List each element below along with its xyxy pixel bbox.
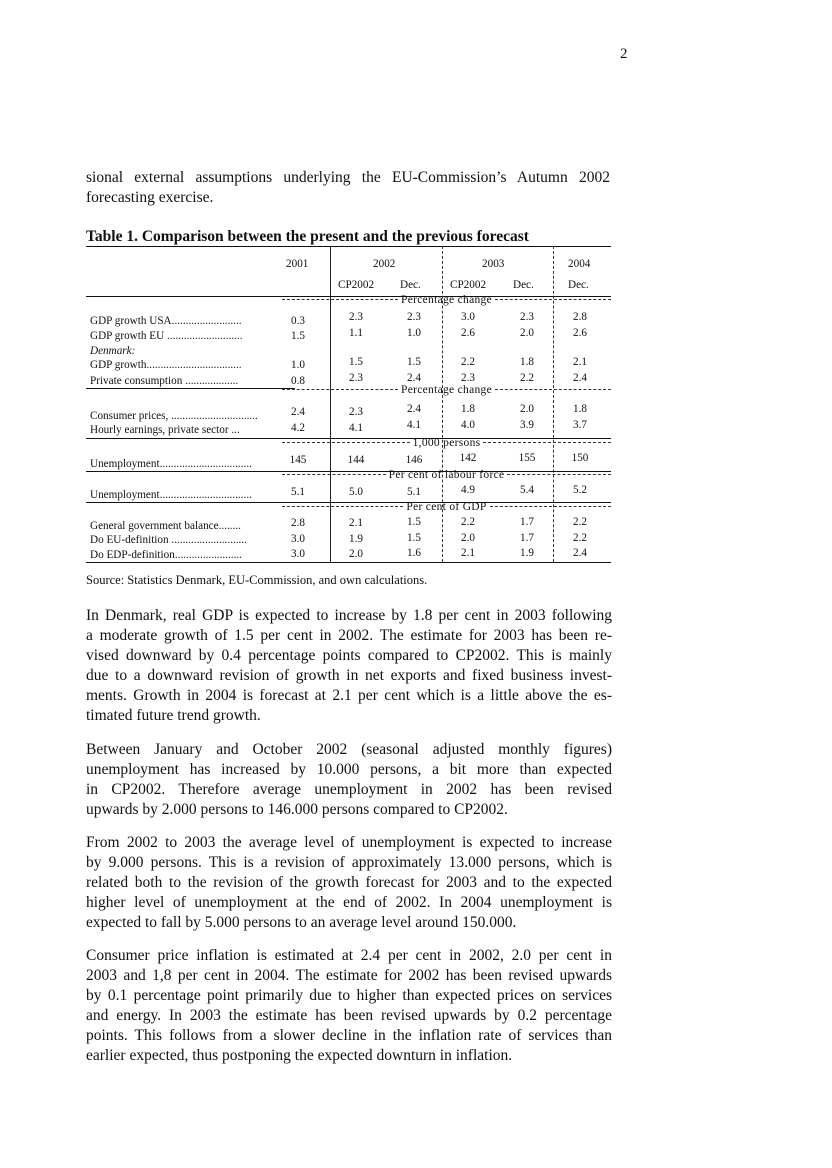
section-label: Per cent of GDP [406,500,487,513]
body-paragraph [86,833,612,933]
row-label: Consumer prices, ............................... [90,410,258,422]
header-year-2002: 2002 [373,258,396,270]
table-cell: 1.5 [291,330,305,342]
denmark-label: Denmark: [90,345,136,357]
table-cell: 3.7 [573,419,587,431]
table-cell: 0.8 [291,375,305,387]
section-label: Percentage change [401,293,492,306]
paragraph-line: ments. Growth in 2004 is forecast at 2.1 per cent which is a little above the es- [86,687,612,704]
table-cell: 2.3 [461,372,475,384]
table-cell: 3.0 [291,533,305,545]
intro-line: forecasting exercise. [86,189,214,206]
paragraph-line: In Denmark, real GDP is expected to increase by 1.8 per cent in 2003 following [86,607,612,624]
table-cell: 145 [289,454,307,466]
table-cell: 2.2 [573,532,587,544]
paragraph-line: vised downward by 0.4 percentage points compared to CP2002. This is mainly [86,647,612,664]
table-cell: 2.1 [461,547,475,559]
paragraph-line: expected to fall by 5.000 persons to an average level around 150.000. [86,914,517,931]
section-separator [282,436,611,449]
row-label: Hourly earnings, private sector ... [90,424,240,436]
paragraph-line: earlier expected, thus postponing the expected downturn in inflation. [86,1047,513,1064]
section-separator [282,500,611,513]
body-paragraph [86,946,612,1066]
row-label: Do EU-definition ........................... [90,534,247,546]
table-cell: 2.8 [291,517,305,529]
header-sub: CP2002 [450,279,487,291]
table-cell: 2.3 [349,372,363,384]
table-cell: 2.0 [520,327,534,339]
table-cell: 2.0 [349,548,363,560]
table-cell: 150 [571,452,589,464]
table-cell: 3.0 [461,311,475,323]
page-number: 2 [620,46,628,62]
header-sub: Dec. [568,279,589,291]
table-cell: 2.3 [407,311,421,323]
table-cell: 1.6 [407,547,421,559]
table-cell: 4.2 [291,422,305,434]
paragraph-line: Consumer price inflation is estimated at 2.4 per cent in 2002, 2.0 per cent in [86,947,612,964]
table-cell: 2.4 [407,403,421,415]
table-cell: 5.1 [291,486,305,498]
table-cell: 0.3 [291,315,305,327]
table-source: Source: Statistics Denmark, EU-Commission, and own calculations. [86,573,428,587]
table-cell: 2.0 [461,532,475,544]
table-cell: 2.2 [573,516,587,528]
table-cell: 5.0 [349,486,363,498]
table-cell: 1.8 [461,403,475,415]
table-cell: 2.3 [349,311,363,323]
table-cell: 4.0 [461,419,475,431]
section-separator [282,468,611,481]
paragraph-line: related both to the revision of the growth forecast for 2003 and to the expected [86,874,612,891]
table-cell: 2.2 [461,356,475,368]
paragraph-line: timated future trend growth. [86,707,261,724]
paragraph-line: due to a downward revision of growth in net exports and fixed business invest- [86,667,612,684]
table-cell: 3.0 [291,548,305,560]
body-paragraph [86,606,612,726]
header-sub: Dec. [513,279,534,291]
section-label: Per cent of labour force [388,468,505,481]
table-cell: 2.0 [520,403,534,415]
row-label: GDP growth USA......................... [90,315,242,327]
row-rule [86,388,295,389]
paragraph-line: higher level of unemployment at the end of 2002. In 2004 unemployment is [86,894,612,911]
table-cell: 2.4 [291,406,305,418]
table-cell: 1.7 [520,532,534,544]
table-cell: 155 [518,452,536,464]
paragraph-line: From 2002 to 2003 the average level of unemployment is expected to increase [86,834,612,851]
table-cell: 1.8 [573,403,587,415]
header-sub: Dec. [400,279,421,291]
row-label: General government balance........ [90,520,241,532]
table-cell: 2.3 [520,311,534,323]
table-cell: 1.9 [520,547,534,559]
table-cell: 4.1 [407,419,421,431]
table-cell: 1.9 [349,533,363,545]
paragraph-line: in CP2002. Therefore average unemployment in 2002 has been revised [86,781,612,798]
table-cell: 146 [405,454,423,466]
table-cell: 2.4 [407,372,421,384]
table-cell: 2.2 [461,516,475,528]
table-title: Table 1. Comparison between the present and the previous forecast [86,228,529,245]
table-cell: 1.8 [520,356,534,368]
table-cell: 1.0 [291,359,305,371]
paragraph-line: upwards by 2.000 persons to 146.000 persons compared to CP2002. [86,801,508,818]
header-year-2004: 2004 [568,258,591,270]
table-bottom-rule [86,562,611,563]
row-label: Unemployment................................. [90,489,252,501]
paragraph-line: and energy. In 2003 the estimate has been revised upwards by 0.2 percentage [86,1007,612,1024]
header-year-2001: 2001 [286,258,309,270]
paragraph-line: by 9.000 persons. This is a revision of approximately 13.000 persons, which is [86,854,612,871]
table-cell: 1.0 [407,327,421,339]
table-cell: 1.5 [407,516,421,528]
row-label: Unemployment................................. [90,458,252,470]
paragraph-line: 2003 and 1,8 per cent in 2004. The estimate for 2002 has been revised upwards [86,967,612,984]
table-cell: 1.7 [520,516,534,528]
table-cell: 142 [459,452,477,464]
table-cell: 2.1 [349,517,363,529]
table-cell: 5.1 [407,486,421,498]
table-cell: 1.5 [407,532,421,544]
comparison-table [86,246,611,568]
table-cell: 2.1 [573,356,587,368]
table-cell: 1.5 [407,356,421,368]
table-cell: 2.4 [573,372,587,384]
header-sub: CP2002 [338,279,375,291]
table-cell: 2.2 [520,372,534,384]
section-separator [282,383,611,396]
table-cell: 2.8 [573,311,587,323]
table-cell: 1.1 [349,327,363,339]
table-cell: 2.6 [573,327,587,339]
table-cell: 144 [347,454,365,466]
section-label: 1,000 persons [412,436,481,449]
table-cell: 2.4 [573,547,587,559]
table-cell: 4.9 [461,484,475,496]
body-paragraph [86,740,612,820]
table-cell: 1.5 [349,356,363,368]
intro-line: sional external assumptions underlying the EU-Commission’s Autumn 2002 [86,169,610,186]
paragraph-line: unemployment has increased by 10.000 persons, a bit more than expected [86,761,612,778]
paragraph-line: a moderate growth of 1.5 per cent in 2002. The estimate for 2003 has been re- [86,627,612,644]
table-cell: 2.6 [461,327,475,339]
table-top-rule [86,246,611,247]
table-cell: 5.4 [520,484,534,496]
table-cell: 3.9 [520,419,534,431]
table-cell: 2.3 [349,406,363,418]
section-separator [282,293,611,306]
row-label: GDP growth.................................. [90,359,242,371]
section-label: Percentage change [401,383,492,396]
table-cell: 5.2 [573,484,587,496]
table-cell: 4.1 [349,422,363,434]
paragraph-line: Between January and October 2002 (seasonal adjusted monthly figures) [86,741,612,758]
row-label: Private consumption ................... [90,375,239,387]
paragraph-line: points. This follows from a slower decline in the inflation rate of services than [86,1027,612,1044]
header-year-2003: 2003 [482,258,505,270]
intro-paragraph [86,168,610,208]
row-label: GDP growth EU ........................... [90,330,243,342]
paragraph-line: by 0.1 percentage point primarily due to higher than expected prices on services [86,987,612,1004]
row-label: Do EDP-definition........................ [90,549,242,561]
